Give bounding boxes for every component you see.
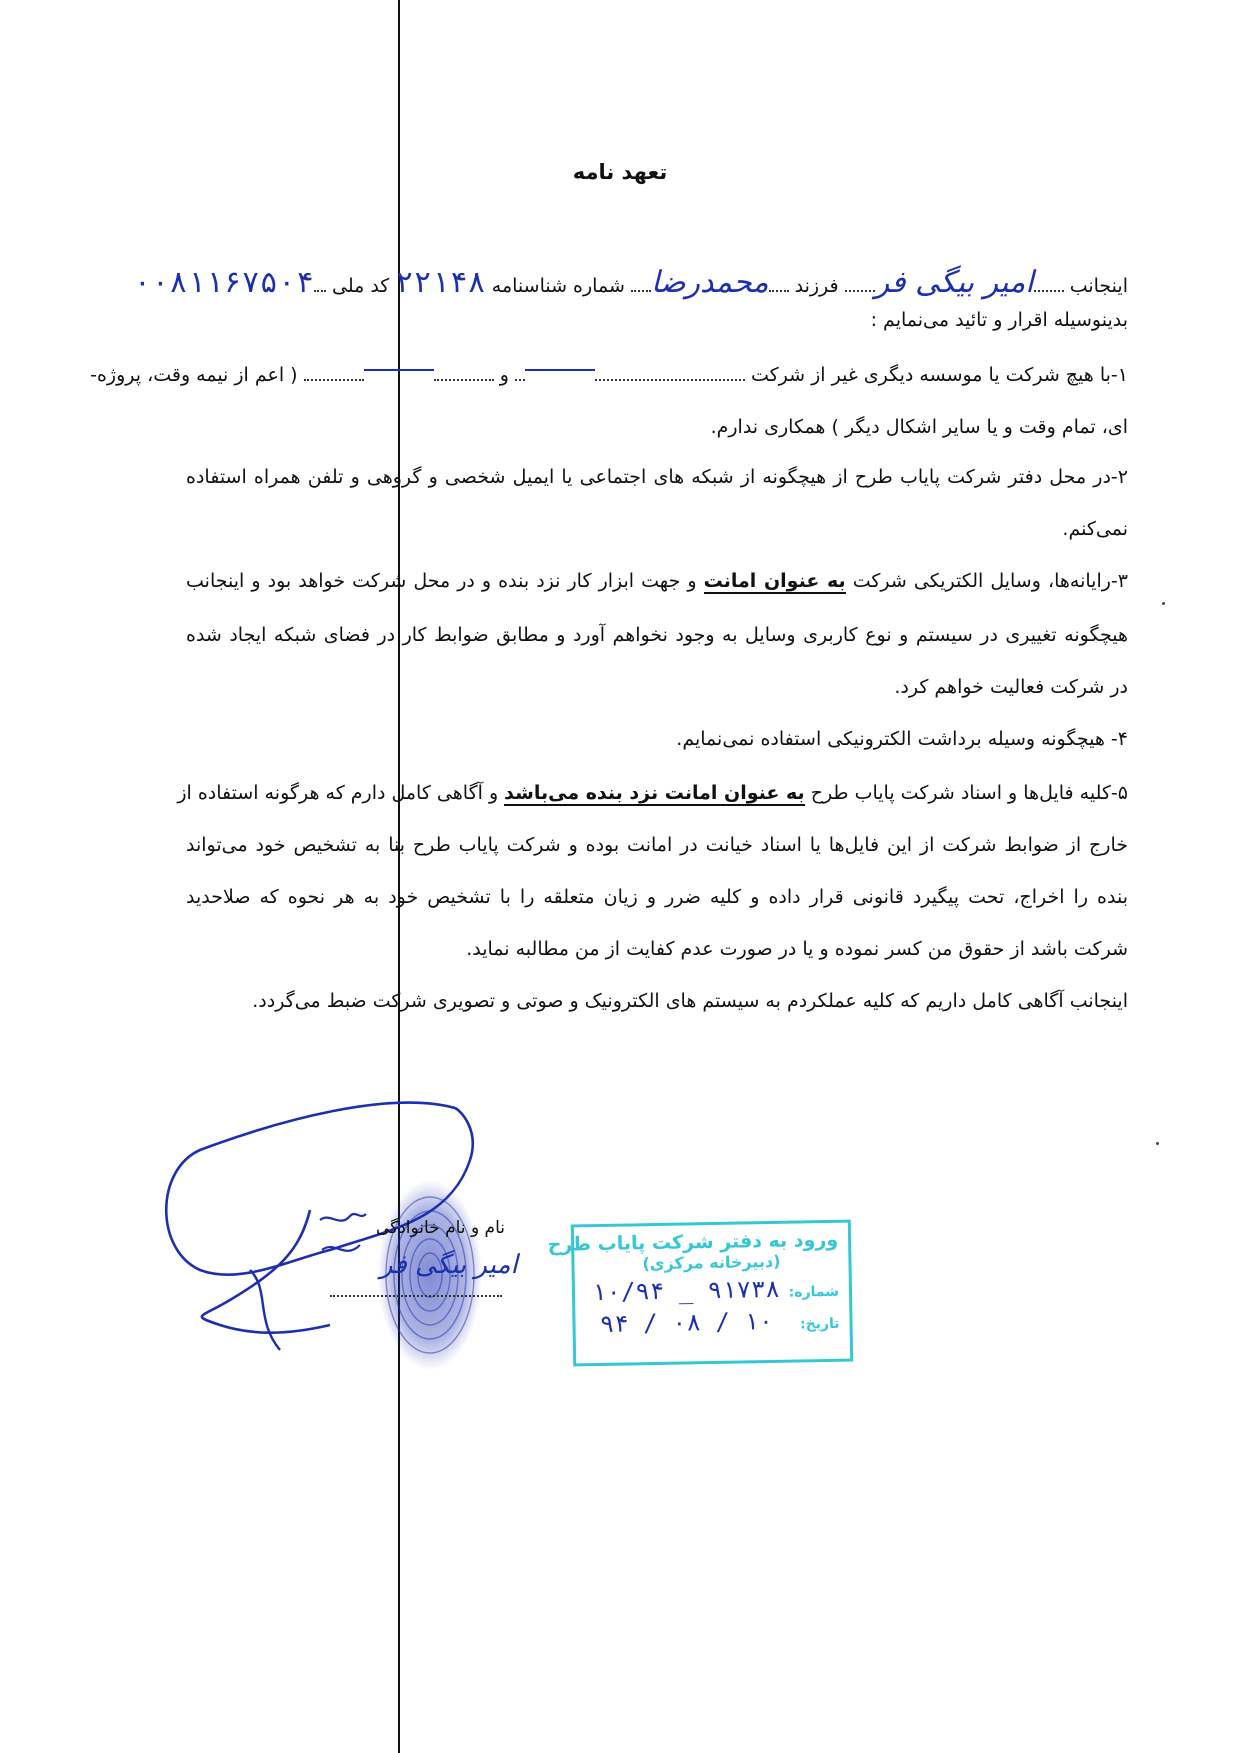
dots <box>304 375 364 381</box>
signature-name-handwritten: امیر بیگی فر <box>380 1250 518 1280</box>
clause4-line: ۴- هیچگونه وسیله برداشت الکترونیکی استفاده نمی‌نمایم. <box>676 728 1128 750</box>
fold-line <box>398 0 400 1753</box>
clause2-line1: ۲-در محل دفتر شرکت پایاب طرح از هیچگونه از شبکه های اجتماعی یا ایمیل شخصی و گروهی و تلفن همراه استفاده <box>186 466 1128 488</box>
clause3-line2: هیچگونه تغییری در سیستم و نوع کاربری وسایل به وجود نخواهم آورد و مطابق ضوابط کار در فضای شبکه ایجاد شده <box>186 624 1128 646</box>
clause3-line1 <box>186 566 1128 596</box>
handwritten-name: امیر بیگی فر <box>874 265 1034 300</box>
stamp-number-value: ۱۰/۹۴ _ ۹۱۷۳۸ <box>591 1274 781 1307</box>
stamp-number-label: شماره: <box>788 1283 840 1301</box>
dots <box>314 286 326 292</box>
clause3-emphasis: به عنوان امانت <box>703 570 846 592</box>
clause5-line1 <box>177 778 1128 808</box>
handwritten-national-code: ۰۰۸۱۱۶۷۵۰۴ <box>133 265 314 300</box>
clause5-line3: بنده را اخراج، تحت پیگیرد قانونی قرار داده و کلیه ضرر و زیان متعلقه را با تشخیص خود به هر نحوه که صلاحدید <box>186 886 1128 908</box>
handwritten-dash <box>525 363 595 371</box>
clause5-emphasis: به عنوان امانت نزد بنده می‌باشد <box>504 782 805 804</box>
clause3-line3: در شرکت فعالیت خواهم کرد. <box>894 676 1128 698</box>
stamp-title: ورود به دفتر شرکت پایاب طرح <box>547 1228 839 1256</box>
id-label: شماره شناسنامه <box>491 275 625 297</box>
handwritten-father: محمدرضا <box>650 265 769 300</box>
clause1-and: و <box>499 364 509 386</box>
clause5-line2: خارج از ضوابط شرکت از این فایل‌ها یا اسناد خیانت در امانت بوده و شرکت پایاب طرح بنا به تشخیص خود می‌تواند <box>186 834 1128 856</box>
son-of-label: فرزند <box>794 275 839 297</box>
speck <box>1156 1142 1159 1145</box>
intro-prefix: اینجانب <box>1069 275 1128 297</box>
clause5-line4: شرکت باشد از حقوق من کسر نموده و یا در صورت عدم کفایت از من مطالبه نماید. <box>466 938 1128 960</box>
confirm-line: بدینوسیله اقرار و تائید می‌نمایم : <box>870 309 1128 331</box>
clause1-line1 <box>90 360 1128 390</box>
signature-label: نام و نام خانوادگی <box>375 1218 505 1238</box>
dots <box>434 375 494 381</box>
registration-stamp <box>547 1220 853 1367</box>
stamp-date-value: ۹۴ / ۰۸ / ۱۰ <box>599 1306 774 1338</box>
stamp-subtitle: (دبیرخانه مرکزی) <box>642 1251 781 1274</box>
dots <box>595 375 745 381</box>
clause1-line2: ای، تمام وقت و یا سایر اشکال دیگر ) همکاری ندارم. <box>710 416 1128 438</box>
clause5-part-b: و آگاهی کامل دارم که هرگونه استفاده از <box>177 782 499 804</box>
dots <box>1034 286 1064 292</box>
clause5-part-a: ۵-کلیه فایل‌ها و اسناد شرکت پایاب طرح <box>810 782 1128 804</box>
intro-line <box>133 265 1128 301</box>
stamp-date-row <box>585 1306 839 1338</box>
dots <box>769 286 789 292</box>
clause3-part-b: و جهت ابزار کار نزد بنده و در محل شرکت خواهد بود و اینجانب <box>186 570 697 592</box>
clause3-part-a: ۳-رایانه‌ها، وسایل الکتریکی شرکت <box>852 570 1128 592</box>
speck <box>1162 602 1165 605</box>
clause2-line2: نمی‌کنم. <box>1062 518 1128 540</box>
document-title: تعهد نامه <box>572 160 668 184</box>
signature-dots <box>330 1295 502 1297</box>
clause1-part-b: ( اعم از نیمه وقت، پروژه- <box>90 364 298 386</box>
handwritten-id: ۲۲۱۴۸ <box>395 265 486 300</box>
dots <box>515 375 525 381</box>
handwritten-dash <box>364 363 434 371</box>
clause1-part-a: ۱-با هیچ شرکت یا موسسه دیگری غیر از شرکت <box>750 364 1128 386</box>
closing-line: اینجانب آگاهی کامل داریم که کلیه عملکردم به سیستم های الکترونیک و صوتی و تصویری شرکت ضبط می‌گردد. <box>252 990 1128 1012</box>
dots <box>631 286 651 292</box>
dots <box>845 286 875 292</box>
stamp-date-label: تاریخ: <box>799 1315 840 1333</box>
stamp-number-row <box>585 1274 839 1306</box>
national-label: کد ملی <box>331 275 390 297</box>
